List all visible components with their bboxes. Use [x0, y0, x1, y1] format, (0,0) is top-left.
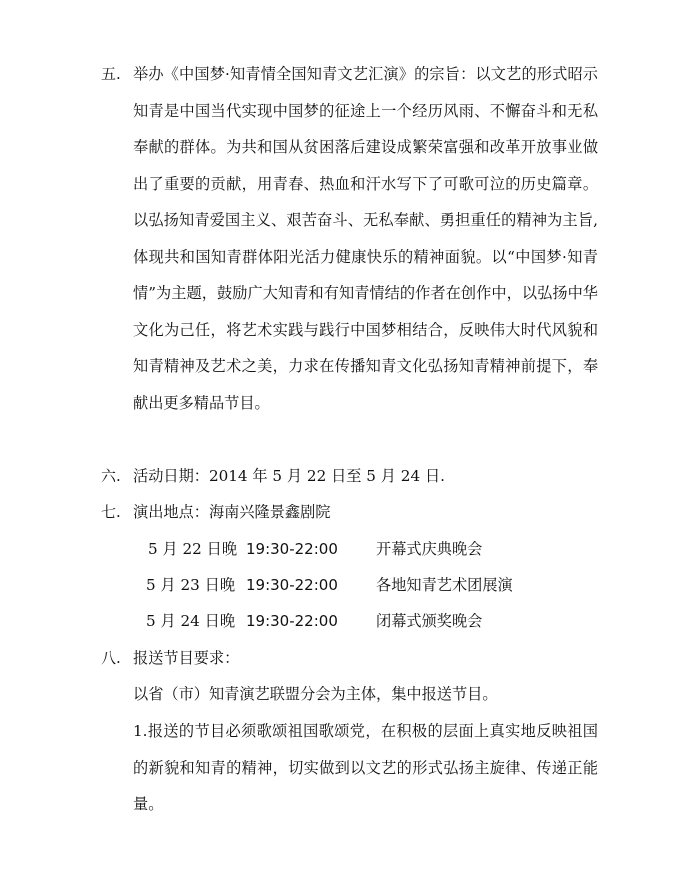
- schedule-time: 19:30-22:00: [246, 612, 338, 630]
- schedule-time: 19:30-22:00: [246, 540, 338, 558]
- section-5-text: 举办《中国梦·知青情全国知青文艺汇演》的宗旨：以文艺的形式昭示知青是中国当代实现中国梦的征途上一个经历风雨、不懈奋斗和无私奉献的群体。为共和国从贫困落后建设成繁荣富强和改革开放事业做出了重要的贡献，用青春、热血和汗水写下了可歌可泣的历史篇章。以弘扬知青爱国主义、艰苦奋斗、无私奉献、勇担重任的精神为主旨,体现共和国知青群体阳光活力健康快乐的精神面貌。以“中国梦·知青情”为主题，鼓励广大知青和有知青情结的作者在创作中，以弘扬中华文化为己任，将艺术实践与践行中国梦相结合，反映伟大时代风貌和知青精神及艺术之美，力求在传播知青文化弘扬知青精神前提下，奉献出更多精品节目。: [133, 65, 598, 412]
- venue: 演出地点：海南兴隆景鑫剧院: [133, 503, 331, 521]
- activity-dates: 活动日期：2014 年 5 月 22 日至 5 月 24 日.: [133, 467, 445, 485]
- schedule-event: 各地知青艺术团展演: [376, 576, 513, 594]
- submission-requirements-heading: 报送节目要求：: [133, 649, 240, 667]
- schedule-time: 19:30-22:00: [246, 576, 338, 594]
- section-number: 五.: [101, 65, 121, 83]
- schedule-date: 5 月 23 日晚: [146, 576, 236, 594]
- section-number: 八.: [101, 649, 121, 667]
- schedule-date: 5 月 24 日晚: [146, 612, 236, 630]
- requirement-item-1: 1.报送的节目必须歌颂祖国歌颂党，在积极的层面上真实地反映祖国的新貌和知青的精神，切实做到以文艺的形式弘扬主旋律、传递正能量。: [133, 722, 598, 813]
- schedule-event: 闭幕式颁奖晚会: [376, 612, 483, 630]
- section-number: 七.: [101, 503, 121, 521]
- schedule-event: 开幕式庆典晚会: [376, 540, 483, 558]
- submission-intro: 以省（市）知青演艺联盟分会为主体，集中报送节目。: [133, 685, 498, 703]
- schedule-date: 5 月 22 日晚: [148, 540, 238, 558]
- section-number: 六.: [101, 467, 121, 485]
